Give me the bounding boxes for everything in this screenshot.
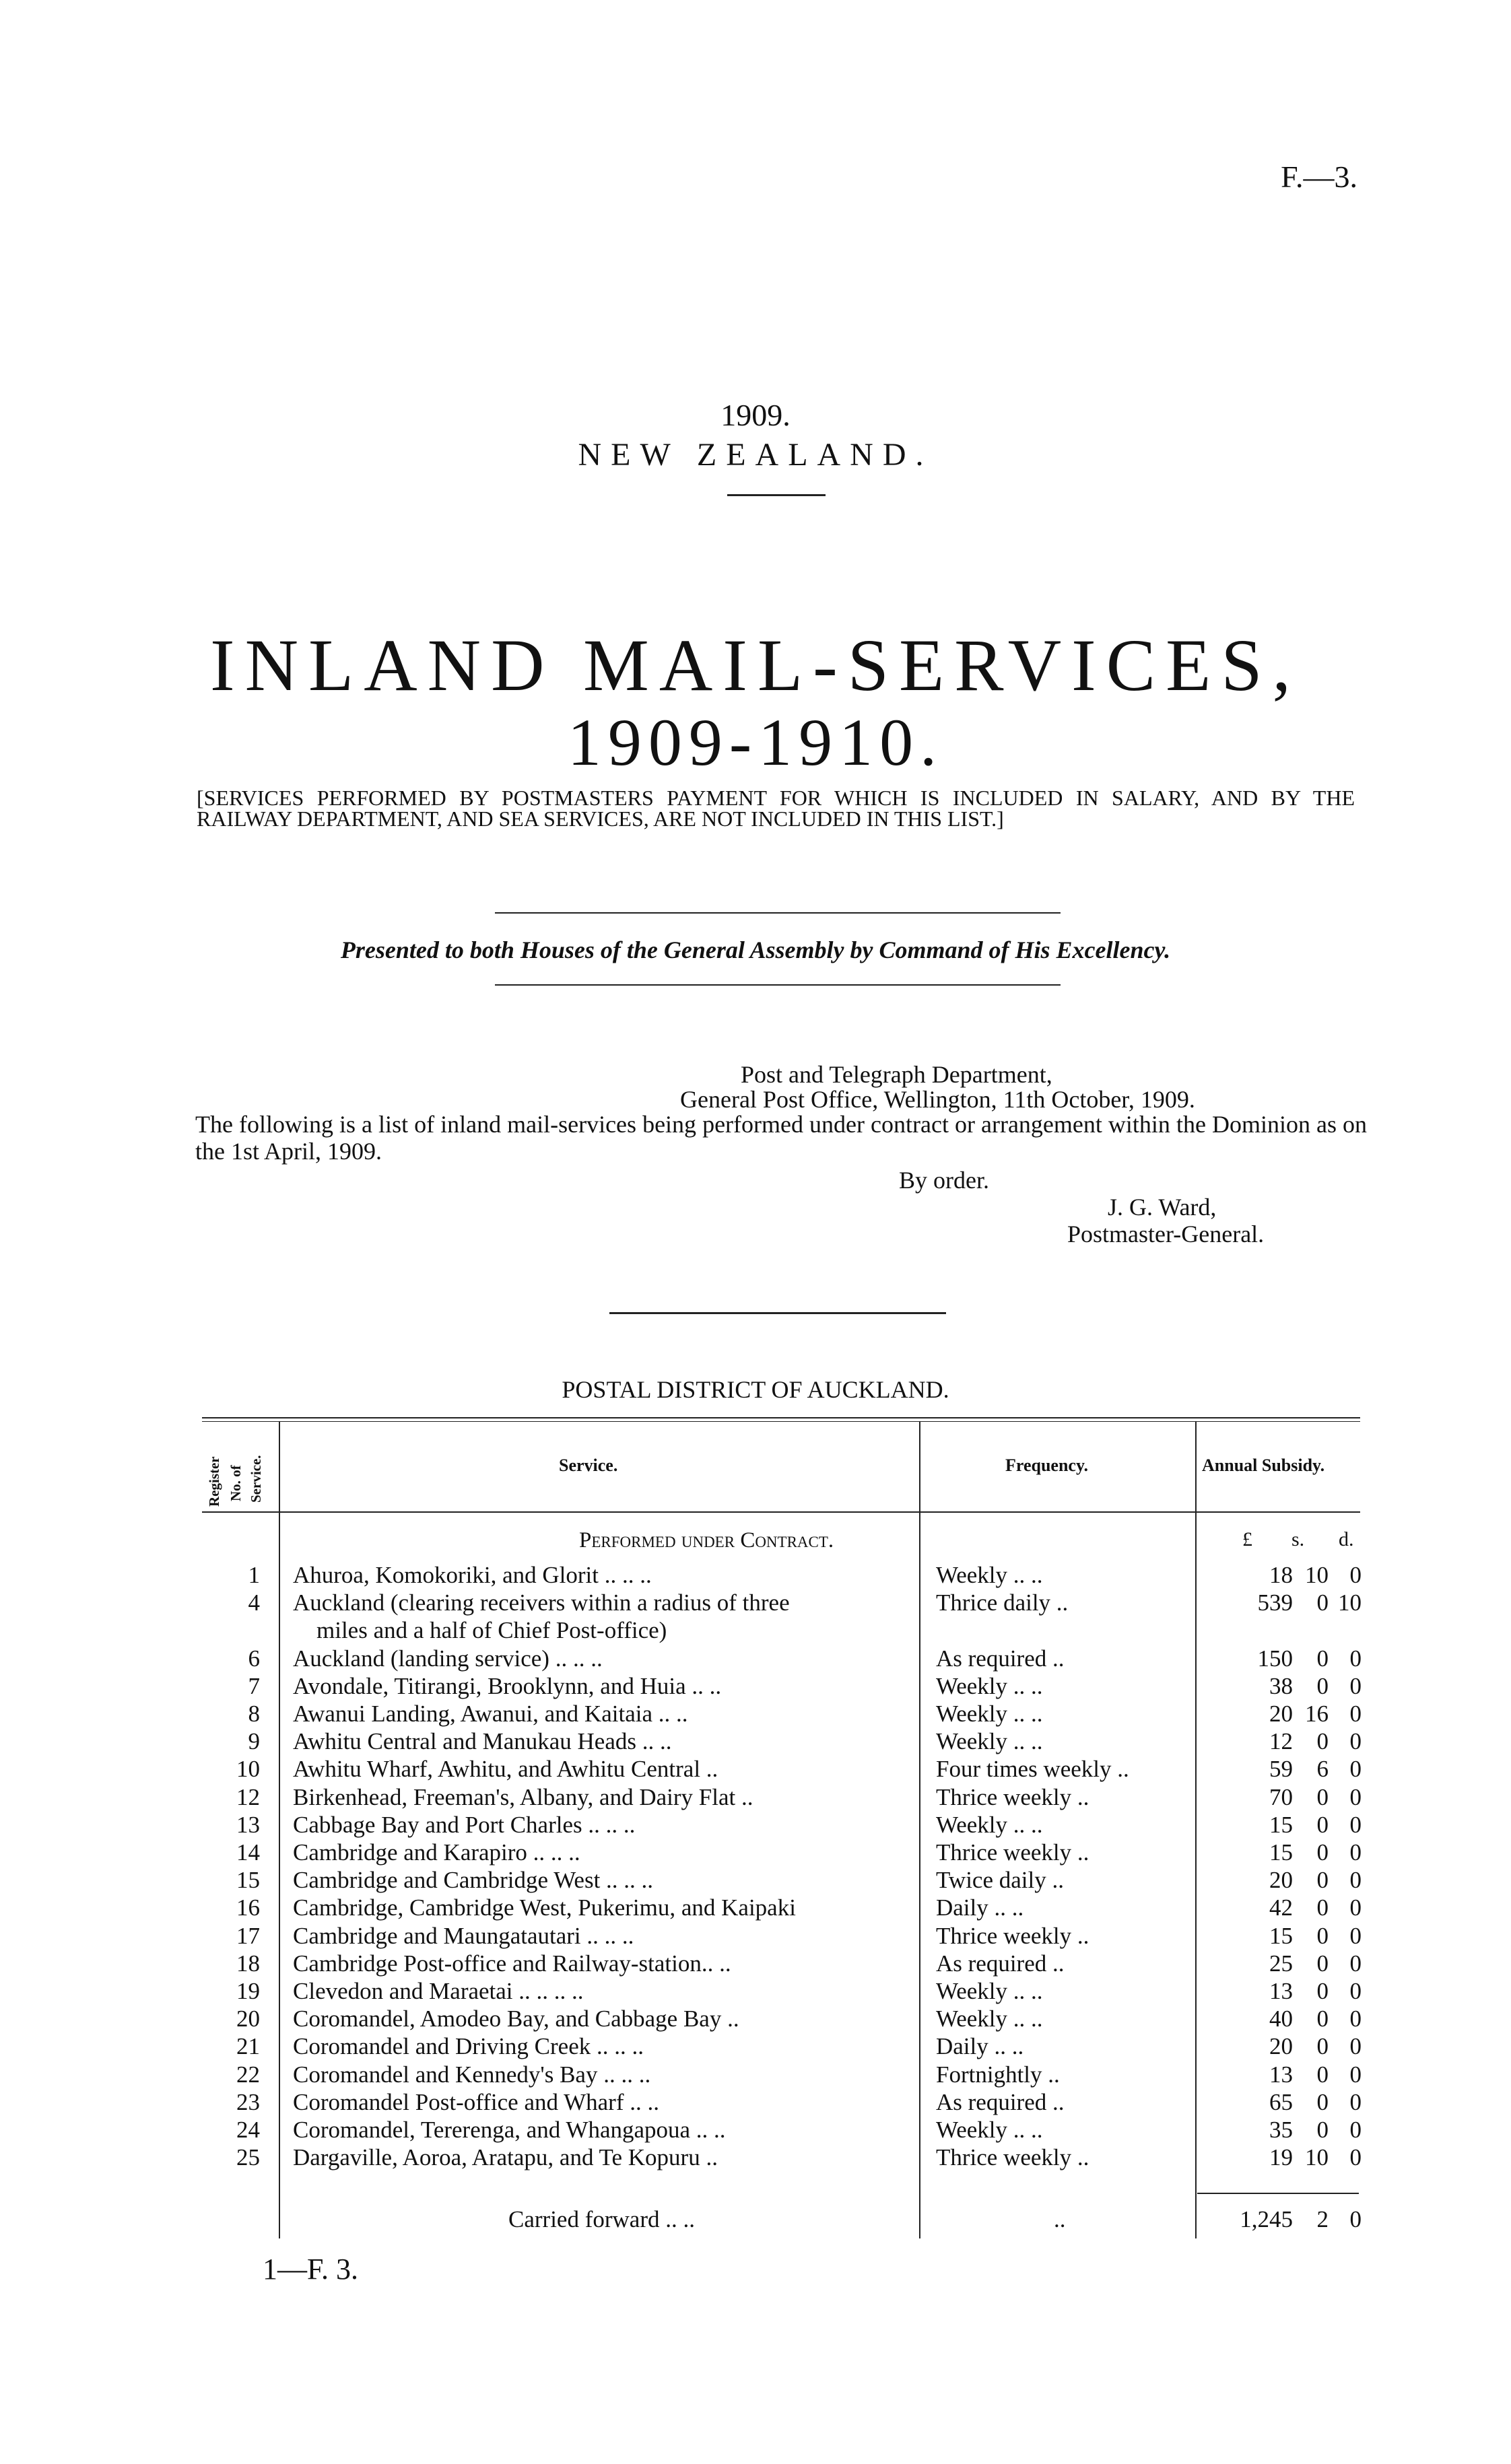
intro-text: The following is a list of inland mail-services being performed under contract or arrangement within the Dominion as on the 1st April, 1909. [195, 1111, 1367, 1165]
document-subtitle: 1909-1910. [567, 705, 944, 780]
frequency: Weekly .. .. [936, 1562, 1043, 1588]
subsidy-pounds: 70 [1269, 1783, 1293, 1810]
subsidy-pence: 0 [1349, 1701, 1362, 1727]
frequency: Daily .. .. [936, 2033, 1024, 2060]
register-number: 25 [236, 2144, 260, 2171]
frequency: Weekly .. .. [936, 1672, 1043, 1699]
frequency: Twice daily .. [936, 1867, 1064, 1894]
subsidy-pounds: 35 [1269, 2117, 1293, 2143]
subsidy-pounds: 40 [1269, 2006, 1293, 2032]
subsidy-shillings: 0 [1316, 1867, 1329, 1894]
service-name: Cabbage Bay and Port Charles .. .. .. [293, 1811, 636, 1838]
subsidy-shillings: 10 [1305, 2144, 1329, 2171]
register-number: 24 [236, 2117, 260, 2143]
frequency: As required .. [936, 2088, 1065, 2115]
subsidy-pence: 0 [1349, 2144, 1362, 2171]
subsidy-pounds: 19 [1269, 2144, 1293, 2171]
subsidy-pounds: 20 [1269, 2033, 1293, 2060]
subsidy-shillings: 0 [1316, 1922, 1329, 1949]
service-name: Coromandel and Driving Creek .. .. .. [293, 2033, 644, 2060]
subsidy-shillings: 0 [1316, 2088, 1329, 2115]
intro-paragraph [195, 1111, 1367, 1165]
table-row [0, 1894, 1511, 1922]
service-name: Auckland (clearing receivers within a radius of three [293, 1589, 790, 1616]
subsidy-pence: 0 [1349, 1728, 1362, 1755]
table-row [0, 2117, 1511, 2144]
frequency: Weekly .. .. [936, 1811, 1043, 1838]
frequency: Weekly .. .. [936, 1701, 1043, 1727]
register-number: 17 [236, 1922, 260, 1949]
subsidy-shillings: 0 [1316, 2117, 1329, 2143]
total-rule [1197, 2193, 1359, 2194]
frequency: Weekly .. .. [936, 2117, 1043, 2143]
register-header [203, 1427, 279, 1508]
table-row [0, 1589, 1511, 1617]
carried-forward-pence: 0 [1349, 2206, 1362, 2232]
table-row [0, 1839, 1511, 1867]
subsidy-pence: 0 [1349, 1922, 1362, 1949]
service-name: Coromandel Post-office and Wharf .. .. [293, 2088, 659, 2115]
frequency: Thrice weekly .. [936, 1783, 1089, 1810]
subsidy-pounds: 20 [1269, 1867, 1293, 1894]
register-number: 1 [248, 1562, 260, 1588]
frequency: Four times weekly .. [936, 1756, 1129, 1783]
subsidy-pence: 0 [1349, 2033, 1362, 2060]
subsidy-pounds: 13 [1269, 1978, 1293, 2004]
register-number: 15 [236, 1867, 260, 1894]
subsidy-pounds: 18 [1269, 1562, 1293, 1588]
exclusion-note: [SERVICES PERFORMED BY POSTMASTERS PAYMENT FOR WHICH IS INCLUDED IN SALARY, AND BY THE RAILWAY DEPARTMENT, AND SEA SERVICES, ARE NOT INCLUDED IN THIS LIST.] [197, 786, 1355, 831]
unit-pence: d. [1339, 1528, 1354, 1550]
register-number: 4 [248, 1589, 260, 1616]
frequency: As required .. [936, 1950, 1065, 1977]
frequency: Fortnightly .. [936, 2061, 1060, 2088]
service-name: Cambridge and Maungatautari .. .. .. [293, 1922, 634, 1949]
frequency: Thrice weekly .. [936, 2144, 1089, 2171]
unit-pounds: £ [1242, 1528, 1252, 1550]
divider [609, 1312, 946, 1314]
subsidy-pence: 0 [1349, 2061, 1362, 2088]
frequency: Weekly .. .. [936, 1978, 1043, 2004]
frequency: Thrice daily .. [936, 1589, 1069, 1616]
service-name: Cambridge Post-office and Railway-station.. .. [293, 1950, 731, 1977]
subsidy-pence: 0 [1349, 2117, 1362, 2143]
subsidy-pounds: 65 [1269, 2088, 1293, 2115]
service-name: Birkenhead, Freeman's, Albany, and Dairy Flat .. [293, 1783, 753, 1810]
register-number: 9 [248, 1728, 260, 1755]
service-name: Coromandel, Amodeo Bay, and Cabbage Bay .. [293, 2006, 739, 2032]
register-header-line: Service. [248, 1455, 264, 1503]
by-order: By order. [899, 1167, 989, 1194]
table-top-rule [202, 1421, 1360, 1422]
table-row [0, 1784, 1511, 1812]
frequency: Thrice weekly .. [936, 1839, 1089, 1866]
subsidy-pence: 0 [1349, 1950, 1362, 1977]
signer-title: Postmaster-General. [1067, 1221, 1265, 1247]
subsidy-header: Annual Subsidy. [1202, 1456, 1325, 1475]
register-header-line: No. of [228, 1465, 244, 1501]
service-name: Cambridge and Cambridge West .. .. .. [293, 1867, 654, 1894]
subsidy-pounds: 59 [1269, 1756, 1293, 1783]
presented-line: Presented to both Houses of the General Assembly by Command of His Excellency. [340, 936, 1171, 963]
signer: J. G. Ward, [1108, 1194, 1217, 1221]
subsidy-pence: 0 [1349, 2088, 1362, 2115]
register-number: 7 [248, 1672, 260, 1699]
service-name: Coromandel, Tererenga, and Whangapoua .. .. [293, 2117, 726, 2143]
table-row [0, 1673, 1511, 1701]
subsidy-shillings: 0 [1316, 1894, 1329, 1921]
subsidy-shillings: 0 [1316, 1728, 1329, 1755]
subsidy-shillings: 0 [1316, 1589, 1329, 1616]
table-row [0, 2006, 1511, 2033]
frequency: Thrice weekly .. [936, 1922, 1089, 1949]
divider [495, 912, 1061, 914]
service-name: Awanui Landing, Awanui, and Kaitaia .. .. [293, 1701, 688, 1727]
table-row [0, 1645, 1511, 1673]
carried-forward-label: Carried forward .. .. [508, 2206, 695, 2232]
subsidy-shillings: 0 [1316, 2033, 1329, 2060]
service-header: Service. [559, 1456, 618, 1475]
subsidy-pounds: 38 [1269, 1672, 1293, 1699]
register-header-line: Register [206, 1456, 222, 1507]
table-row [0, 1562, 1511, 1589]
subsidy-shillings: 6 [1316, 1756, 1329, 1783]
register-number: 14 [236, 1839, 260, 1866]
subsidy-shillings: 0 [1316, 2061, 1329, 2088]
table-row [0, 1701, 1511, 1728]
register-number: 12 [236, 1783, 260, 1810]
service-name: Auckland (landing service) .. .. .. [293, 1645, 603, 1672]
district-heading: POSTAL DISTRICT OF AUCKLAND. [562, 1376, 949, 1403]
table-row [0, 1812, 1511, 1839]
service-name: Coromandel and Kennedy's Bay .. .. .. [293, 2061, 651, 2088]
subsidy-pence: 0 [1349, 1811, 1362, 1838]
table-row [0, 1756, 1511, 1783]
register-number: 10 [236, 1756, 260, 1783]
frequency-header: Frequency. [1005, 1456, 1089, 1475]
service-name: Avondale, Titirangi, Brooklynn, and Huia .. .. [293, 1672, 722, 1699]
service-name-continuation: miles and a half of Chief Post-office) [316, 1617, 667, 1644]
subsidy-shillings: 0 [1316, 1839, 1329, 1866]
carried-forward-frequency: .. [1054, 2206, 1066, 2232]
table-row [0, 2061, 1511, 2089]
subsidy-pence: 0 [1349, 1645, 1362, 1672]
table-row [0, 1978, 1511, 2006]
register-number: 18 [236, 1950, 260, 1977]
service-name: Awhitu Wharf, Awhitu, and Awhitu Central .. [293, 1756, 718, 1783]
subsidy-pence: 0 [1349, 1672, 1362, 1699]
register-number: 21 [236, 2033, 260, 2060]
table-row-continuation [0, 1617, 1511, 1645]
service-name: Dargaville, Aoroa, Aratapu, and Te Kopuru .. [293, 2144, 718, 2171]
section-heading: Performed under Contract. [579, 1528, 834, 1552]
subsidy-pence: 0 [1349, 1894, 1362, 1921]
subsidy-pence: 0 [1349, 2006, 1362, 2032]
unit-shillings: s. [1291, 1528, 1305, 1550]
subsidy-pence: 0 [1349, 1839, 1362, 1866]
subsidy-shillings: 0 [1316, 2006, 1329, 2032]
subsidy-pence: 0 [1349, 1783, 1362, 1810]
subsidy-pounds: 150 [1257, 1645, 1293, 1672]
divider [495, 984, 1061, 986]
table-row [0, 1950, 1511, 1978]
subsidy-shillings: 10 [1305, 1562, 1329, 1588]
subsidy-shillings: 0 [1316, 1645, 1329, 1672]
frequency: Weekly .. .. [936, 2006, 1043, 2032]
subsidy-pounds: 15 [1269, 1811, 1293, 1838]
subsidy-shillings: 16 [1305, 1701, 1329, 1727]
subsidy-pounds: 12 [1269, 1728, 1293, 1755]
table-row [0, 1867, 1511, 1894]
subsidy-shillings: 0 [1316, 1811, 1329, 1838]
register-number: 8 [248, 1701, 260, 1727]
service-name: Clevedon and Maraetai .. .. .. .. [293, 1978, 584, 2004]
subsidy-pounds: 539 [1257, 1589, 1293, 1616]
table-top-rule [202, 1417, 1360, 1418]
subsidy-pence: 0 [1349, 1562, 1362, 1588]
office-date: General Post Office, Wellington, 11th October, 1909. [680, 1086, 1195, 1113]
document-title: INLAND MAIL-SERVICES, [209, 624, 1301, 706]
subsidy-pence: 0 [1349, 1756, 1362, 1783]
service-name: Ahuroa, Komokoriki, and Glorit .. .. .. [293, 1562, 652, 1588]
frequency: As required .. [936, 1645, 1065, 1672]
register-number: 16 [236, 1894, 260, 1921]
sheet-number: 1—F. 3. [263, 2253, 358, 2286]
register-number: 20 [236, 2006, 260, 2032]
table-header-rule [202, 1511, 1360, 1513]
service-name: Cambridge, Cambridge West, Pukerimu, and Kaipaki [293, 1894, 796, 1921]
subsidy-pounds: 15 [1269, 1922, 1293, 1949]
year: 1909. [720, 398, 791, 432]
subsidy-pence: 10 [1338, 1589, 1362, 1616]
subsidy-pence: 0 [1349, 1867, 1362, 1894]
department: Post and Telegraph Department, [741, 1061, 1052, 1088]
subsidy-pounds: 15 [1269, 1839, 1293, 1866]
table-row [0, 1923, 1511, 1950]
carried-forward-shillings: 2 [1316, 2206, 1329, 2232]
subsidy-pounds: 20 [1269, 1701, 1293, 1727]
subsidy-shillings: 0 [1316, 1978, 1329, 2004]
table-row [0, 1728, 1511, 1756]
page-reference: F.—3. [1281, 160, 1357, 194]
subsidy-pence: 0 [1349, 1978, 1362, 2004]
service-name: Awhitu Central and Manukau Heads .. .. [293, 1728, 672, 1755]
table-row [0, 2033, 1511, 2061]
frequency: Weekly .. .. [936, 1728, 1043, 1755]
register-number: 13 [236, 1811, 260, 1838]
carried-forward-row [0, 2206, 1511, 2234]
country: NEW ZEALAND. [578, 437, 933, 473]
register-number: 22 [236, 2061, 260, 2088]
subsidy-pounds: 13 [1269, 2061, 1293, 2088]
carried-forward-pounds: 1,245 [1240, 2206, 1293, 2232]
table-row [0, 2089, 1511, 2117]
subsidy-pounds: 42 [1269, 1894, 1293, 1921]
subsidy-shillings: 0 [1316, 1783, 1329, 1810]
register-number: 23 [236, 2088, 260, 2115]
table-row [0, 2144, 1511, 2172]
register-number: 19 [236, 1978, 260, 2004]
register-number: 6 [248, 1645, 260, 1672]
service-name: Cambridge and Karapiro .. .. .. [293, 1839, 580, 1866]
subsidy-pounds: 25 [1269, 1950, 1293, 1977]
subsidy-shillings: 0 [1316, 1672, 1329, 1699]
frequency: Daily .. .. [936, 1894, 1024, 1921]
subsidy-shillings: 0 [1316, 1950, 1329, 1977]
divider [727, 494, 826, 496]
